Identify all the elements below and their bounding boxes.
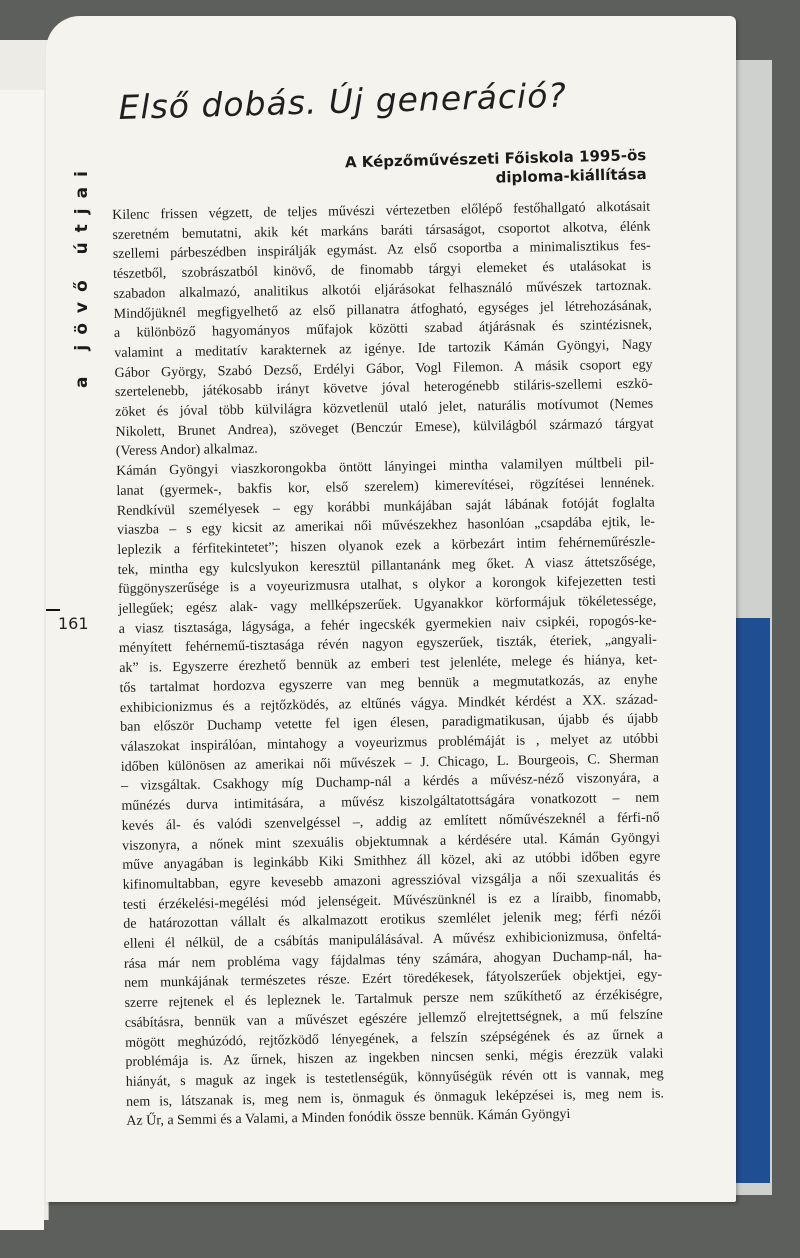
body-line: szabadon alkalmazó, analitikus alkotói eljárásokat felhasználó művészek tartoznak. xyxy=(113,278,652,302)
article-title: Első dobás. Új generáció? xyxy=(118,75,568,127)
body-line: testi érzékelési-megélési mód jelenségeit. Művészünknél is ez a líraibb, finomabb, xyxy=(122,889,662,913)
page-number: 161 xyxy=(58,614,89,633)
body-line: tek, mintha egy kulcslyukon keresztül pillantanánk meg őket. A viasz áttetszősége, xyxy=(117,554,656,578)
body-line: Gábor György, Szabó Dezső, Erdélyi Gábor, Vogl Filemon. A másik csoport egy xyxy=(114,357,653,381)
body-line: mögött meghúzódó, rejtőzködő lényegének, a felszín szépségének és az űrnek a xyxy=(125,1026,664,1051)
running-head-vertical xyxy=(50,98,92,398)
article-subtitle xyxy=(330,146,647,192)
left-page-edge xyxy=(0,40,49,1220)
page-number-rule xyxy=(46,609,60,611)
body-line: Mindőjüknél megfigyelhető az első pillanatra átfogható, egységes jel létrehozásának, xyxy=(113,298,652,322)
body-line: – vizsgáltak. Csakhogy míg Duchamp-nál a kérdés a művész-néző viszonyára, a xyxy=(121,770,660,795)
body-line: tészetből, szobrászatból kinövő, de finomabb tárgyi elemeket és utalásokat is xyxy=(112,258,652,283)
body-line: ak” is. Egyszerre érezhető bennük az emberi test jelenléte, melege és hiánya, ket- xyxy=(119,652,658,677)
body-line: problémája is. Az űrnek, hiszen az ingekben nincsen senki, mégis érezzük valaki xyxy=(125,1046,664,1071)
body-line: Kilenc frissen végzett, de teljes művészi vértezetben előlépő festőhallgató alkotásait xyxy=(112,199,651,223)
article-body xyxy=(112,198,664,1132)
body-line: rása már nem probléma vagy fájdalmas tény számára, ahogyan Duchamp-nál, ha- xyxy=(123,948,662,972)
subtitle-line: A Képzőművészeti Főiskola 1995-ös xyxy=(344,146,647,172)
body-line: leplezik a férfitekintetet”; hiszen olyanok ezek a körbezárt intim fehérneműrészle- xyxy=(117,534,656,558)
body-line: műnézés durva intimitására, a művész kiszolgáltatottságára vonatkozott – nem xyxy=(121,790,660,815)
left-page-paper xyxy=(0,90,44,1230)
body-line: de határozottan vállalt és alkalmazott erotikus szemlélet jelenik meg; férfi nézői xyxy=(123,908,662,933)
body-line: Kámán Gyöngyi viaszkorongokba öntött lányingei mintha valamilyen múltbeli pil- xyxy=(116,455,655,480)
body-line: Rendkívül személyesek – egy korábbi munkájában saját lábának fotóját foglalta xyxy=(116,495,655,519)
running-head-text: a jövő útjai xyxy=(72,161,92,388)
body-line: nem is, látszanak is, meg nem is, önmaguk és önmaguk leképzései is, meg nem is. xyxy=(125,1086,665,1110)
body-line: szerre rejtenek el és lepleznek le. Tartalmuk persze nem szűkíthető az érzékiségre, xyxy=(124,987,663,1012)
subtitle-line: diploma-kiállítása xyxy=(495,164,647,187)
body-line: kifinomultabban, egyre kevesebb amazoni agresszióval vizsgálja a női szexualitás és xyxy=(122,869,661,893)
body-line: kevés ál- és valódi szenvelgéssel –, addig az említett nőművészeknél a férfi-nő xyxy=(121,810,660,834)
body-line: Az Űr, a Semmi és a Valami, a Minden fonódik össze bennük. Kámán Gyöngyi xyxy=(126,1107,571,1130)
body-line: válaszokat inspirálóan, mintahogy a voyeurizmus problémáját is , melyet az utóbbi xyxy=(120,731,659,755)
body-line: ban először Duchamp vetette fel igen élesen, paradigmatikusan, újabb és újabb xyxy=(120,711,659,736)
body-line: exhibicionizmus és a rejtőzködés, az eltűnés vágya. Mindkét kérdést a XX. század- xyxy=(119,692,658,716)
body-line: a különböző hagyományos műfajok közötti szabad átjárásnak és szintézisnek, xyxy=(113,317,653,342)
body-line: szellemi párbeszédben inspirálják egymást. Az első csoportba a minimalisztikus fes- xyxy=(112,238,651,263)
body-line: csábításra, bennük van a művészet egészére jellemző elrejtettségnek, a mű felszíne xyxy=(124,1007,663,1031)
body-line: jellegűek; egész alak- vagy mellképszerűek. Ugyanakkor körformájuk tökéletessége, xyxy=(118,593,657,618)
body-line: Nikolett, Brunet Andrea), szöveget (Benczúr Emese), külvilágból származó tárgyat xyxy=(115,416,654,440)
body-line: (Veress Andor) alkalmaz. xyxy=(115,442,258,460)
body-line: lanat (gyermek-, bakfis kor, első szerelem) kimerevítései, rögzítései lennének. xyxy=(116,475,655,499)
body-line: elleni él nélkül, de a csábítás manipulálásával. A művész exhibicionizmusa, önfeltá- xyxy=(123,928,662,952)
body-line: tős tartalmat hordozva egyszerre van meg bennük a megmutatkozás, az enyhe xyxy=(119,672,658,696)
body-line: zöket és jóval több külvilágra közvetlenül utaló jelet, naturális motívumot (Nemes xyxy=(115,396,654,421)
body-line: viaszba – s egy kicsit az amerikai női művészekhez hasonlóan „csapdába ejtik, le- xyxy=(116,514,656,539)
body-line: függönyszerűsége is a voyeurizmusra utalhat, s olykor a korongok kifejezetten testi xyxy=(117,573,657,598)
body-line: valamint a meditatív karakternek az igénye. Ide tartozik Kámán Gyöngyi, Nagy xyxy=(114,337,653,361)
body-line: viszonyra, a nőnek mint szexuális objektumnak a kérdésére utal. Kámán Gyöngyi xyxy=(121,829,661,854)
body-line: szertelenebb, játékosabb irányt követve jóval heterogénebb stiláris-szellemi eszkö- xyxy=(114,376,653,401)
blue-section-tab xyxy=(732,618,770,1183)
body-line: műve anyagában is leginkább Kiki Smithhez áll közel, aki az utóbbi időben egyre xyxy=(122,849,661,874)
body-line: ményített fehérnemű-tisztasága révén nagyon egyszerűek, tiszták, éteriek, „angyali- xyxy=(118,632,658,657)
body-line: a viasz tisztasága, lágysága, a fehér ingecskék gyermekien naiv csipkéi, ropogós-ke- xyxy=(118,613,657,637)
body-line: hiányát, s maguk az ingek is testetlenségük, könnyűségük révén ott is vannak, meg xyxy=(125,1066,664,1090)
body-line: időben különösen az amerikai női művészek – J. Chicago, L. Bourgeois, C. Sherman xyxy=(120,751,659,775)
body-line: nem munkájának természetes része. Ezért töredékesek, fátyolszerűek objektjei, egy- xyxy=(124,967,663,992)
body-line: szeretném bemutatni, akik két markáns baráti társaságot, csoportot alkotva, élénk xyxy=(112,219,651,243)
